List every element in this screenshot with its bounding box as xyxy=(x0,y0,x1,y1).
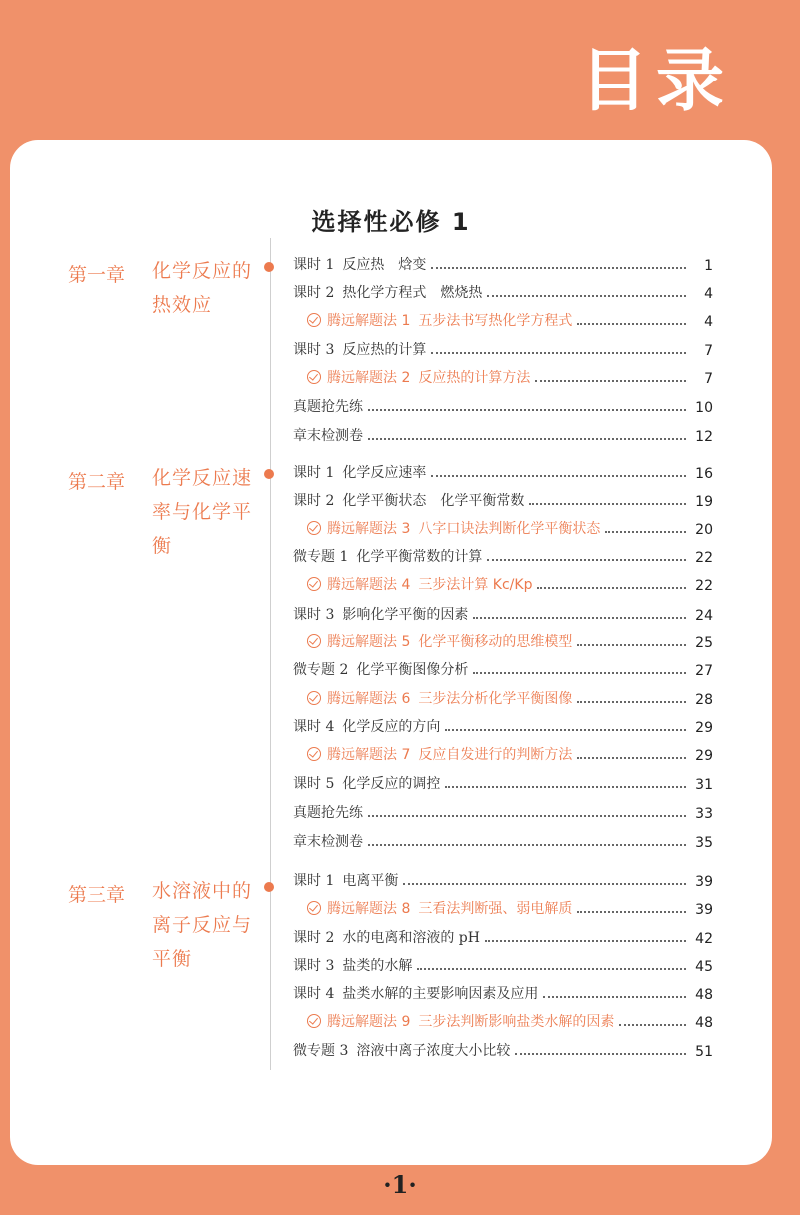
entry-page: 45 xyxy=(695,959,713,975)
bullet-icon xyxy=(264,262,274,272)
entry-label: 课时 2 xyxy=(293,285,335,301)
entry-text: 三步法判断影响盐类水解的因素 xyxy=(418,1014,615,1030)
check-circle-icon xyxy=(307,691,321,705)
entry-label: 课时 4 xyxy=(293,986,335,1002)
entry-text: 五步法书写热化学方程式 xyxy=(418,313,573,329)
entry-label: 课时 3 xyxy=(293,607,335,623)
entry-page: 48 xyxy=(695,1015,713,1031)
entry-text: 三步法计算 Kc/Kp xyxy=(418,577,533,593)
entry-text: 化学平衡常数的计算 xyxy=(356,549,483,565)
entry-label: 腾远解题法 8 xyxy=(327,901,411,917)
entry-label: 腾远解题法 1 xyxy=(327,313,411,329)
entry-page: 35 xyxy=(695,835,713,851)
page-title: 目录 xyxy=(579,42,732,121)
entry-label: 章末检测卷 xyxy=(293,428,363,444)
entry-label: 真题抢先练 xyxy=(293,399,363,415)
dot-leader xyxy=(473,671,686,674)
dot-leader xyxy=(577,910,686,913)
dot-leader xyxy=(445,728,686,731)
toc-entry-method[interactable] xyxy=(293,686,713,708)
chapter-title: 化学反应速率与化学平衡 xyxy=(152,467,253,557)
entry-text: 三看法判断强、弱电解质 xyxy=(418,901,573,917)
toc-entry[interactable] xyxy=(293,981,713,1003)
toc-entry[interactable] xyxy=(293,868,713,890)
entry-page: 22 xyxy=(695,578,713,594)
entry-label: 腾远解题法 2 xyxy=(327,370,411,386)
dot-leader xyxy=(619,1023,686,1026)
dot-leader xyxy=(368,408,686,411)
entry-label: 课时 3 xyxy=(293,342,335,358)
toc-entry[interactable] xyxy=(293,1038,713,1060)
chapter-number: 第三章 xyxy=(68,884,126,906)
toc-entry[interactable] xyxy=(293,280,713,302)
toc-entry[interactable] xyxy=(293,337,713,359)
dot-leader xyxy=(537,586,686,589)
bullet-icon xyxy=(264,882,274,892)
entry-text: 反应热的计算 xyxy=(342,342,427,358)
toc-entry[interactable] xyxy=(293,252,713,274)
entry-page: 4 xyxy=(704,314,713,330)
toc-entry[interactable] xyxy=(293,829,713,851)
bullet-icon xyxy=(264,469,274,479)
toc-entry[interactable] xyxy=(293,423,713,445)
check-circle-icon xyxy=(307,1014,321,1028)
dot-leader xyxy=(368,814,686,817)
entry-label: 课时 1 xyxy=(293,257,335,273)
entry-page: 31 xyxy=(695,777,713,793)
entry-page: 1 xyxy=(704,258,713,274)
toc-entry[interactable] xyxy=(293,771,713,793)
entry-label: 腾远解题法 3 xyxy=(327,521,411,537)
entry-text: 反应自发进行的判断方法 xyxy=(418,747,573,763)
entry-label: 腾远解题法 4 xyxy=(327,577,411,593)
toc-entry[interactable] xyxy=(293,544,713,566)
check-circle-icon xyxy=(307,901,321,915)
toc-entry-method[interactable] xyxy=(293,629,713,651)
entry-text: 影响化学平衡的因素 xyxy=(342,607,469,623)
toc-entry-method[interactable] xyxy=(293,365,713,387)
chapter-number: 第一章 xyxy=(68,264,126,286)
entry-label: 腾远解题法 6 xyxy=(327,691,411,707)
toc-entry[interactable] xyxy=(293,925,713,947)
dot-leader xyxy=(485,939,686,942)
toc-entry-method[interactable] xyxy=(293,896,713,918)
dot-leader xyxy=(577,700,686,703)
dot-leader xyxy=(577,322,686,325)
entry-label: 课时 1 xyxy=(293,465,335,481)
entry-page: 22 xyxy=(695,550,713,566)
toc-entry[interactable] xyxy=(293,488,713,510)
toc-entry-method[interactable] xyxy=(293,308,713,330)
dot-leader xyxy=(529,502,686,505)
toc-card xyxy=(10,140,772,1165)
toc-entry[interactable] xyxy=(293,953,713,975)
entry-label: 课时 4 xyxy=(293,719,335,735)
entry-text: 反应热的计算方法 xyxy=(418,370,531,386)
entry-text: 化学反应的方向 xyxy=(342,719,441,735)
entry-page: 7 xyxy=(704,343,713,359)
chapter-number: 第二章 xyxy=(68,471,126,493)
toc-entry-method[interactable] xyxy=(293,572,713,594)
entry-page: 51 xyxy=(695,1044,713,1060)
dot-leader xyxy=(473,616,686,619)
entry-text: 化学反应速率 xyxy=(342,465,427,481)
dot-leader xyxy=(543,995,686,998)
entry-label: 微专题 3 xyxy=(293,1043,349,1059)
entry-page: 39 xyxy=(695,874,713,890)
entry-page: 25 xyxy=(695,635,713,651)
entry-text: 三步法分析化学平衡图像 xyxy=(418,691,573,707)
entry-label: 章末检测卷 xyxy=(293,834,363,850)
entry-page: 24 xyxy=(695,608,713,624)
dot-leader xyxy=(577,643,686,646)
check-circle-icon xyxy=(307,634,321,648)
toc-entry[interactable] xyxy=(293,602,713,624)
toc-entry[interactable] xyxy=(293,394,713,416)
check-circle-icon xyxy=(307,313,321,327)
entry-label: 腾远解题法 7 xyxy=(327,747,411,763)
dot-leader xyxy=(431,266,686,269)
toc-entry-method[interactable] xyxy=(293,742,713,764)
dot-leader xyxy=(368,437,686,440)
check-circle-icon xyxy=(307,747,321,761)
entry-page: 7 xyxy=(704,371,713,387)
entry-text: 化学平衡状态 化学平衡常数 xyxy=(342,493,525,509)
dot-leader xyxy=(487,558,686,561)
entry-page: 29 xyxy=(695,748,713,764)
dot-leader xyxy=(368,843,686,846)
divider xyxy=(270,238,271,1070)
entry-text: 化学平衡移动的思维模型 xyxy=(418,634,573,650)
section-title: 选择性必修 1 xyxy=(311,208,471,236)
entry-label: 腾远解题法 5 xyxy=(327,634,411,650)
entry-text: 化学反应的调控 xyxy=(342,776,441,792)
entry-text: 盐类的水解 xyxy=(342,958,413,974)
dot-leader xyxy=(417,967,686,970)
dot-leader xyxy=(403,882,686,885)
entry-page: 27 xyxy=(695,663,713,679)
entry-page: 10 xyxy=(695,400,713,416)
entry-page: 12 xyxy=(695,429,713,445)
entry-label: 课时 1 xyxy=(293,873,335,889)
entry-text: 水的电离和溶液的 pH xyxy=(342,930,480,946)
toc-entry-method[interactable] xyxy=(293,1009,713,1031)
entry-text: 八字口诀法判断化学平衡状态 xyxy=(418,521,601,537)
dot-leader xyxy=(605,530,686,533)
chapter-title: 化学反应的热效应 xyxy=(152,260,253,316)
check-circle-icon xyxy=(307,577,321,591)
dot-leader xyxy=(431,474,686,477)
entry-text: 热化学方程式 燃烧热 xyxy=(342,285,483,301)
check-circle-icon xyxy=(307,370,321,384)
entry-page: 39 xyxy=(695,902,713,918)
toc-entry[interactable] xyxy=(293,800,713,822)
entry-label: 课时 2 xyxy=(293,493,335,509)
entry-page: 42 xyxy=(695,931,713,947)
check-circle-icon xyxy=(307,521,321,535)
entry-label: 课时 5 xyxy=(293,776,335,792)
entry-label: 微专题 2 xyxy=(293,662,349,678)
entry-page: 29 xyxy=(695,720,713,736)
toc-entry-method[interactable] xyxy=(293,516,713,538)
toc-entry[interactable] xyxy=(293,714,713,736)
entry-page: 4 xyxy=(704,286,713,302)
entry-page: 19 xyxy=(695,494,713,510)
entry-page: 20 xyxy=(695,522,713,538)
entry-text: 反应热 焓变 xyxy=(342,257,427,273)
dot-leader xyxy=(515,1052,686,1055)
dot-leader xyxy=(445,785,686,788)
toc-entry[interactable] xyxy=(293,657,713,679)
chapter-title: 水溶液中的离子反应与平衡 xyxy=(152,880,253,970)
entry-page: 16 xyxy=(695,466,713,482)
entry-page: 48 xyxy=(695,987,713,1003)
dot-leader xyxy=(431,351,686,354)
entry-label: 真题抢先练 xyxy=(293,805,363,821)
entry-label: 腾远解题法 9 xyxy=(327,1014,411,1030)
page-number: ·1· xyxy=(383,1170,417,1199)
entry-page: 33 xyxy=(695,806,713,822)
entry-text: 电离平衡 xyxy=(342,873,399,889)
entry-text: 化学平衡图像分析 xyxy=(356,662,469,678)
entry-label: 课时 2 xyxy=(293,930,335,946)
entry-text: 溶液中离子浓度大小比较 xyxy=(356,1043,511,1059)
dot-leader xyxy=(487,294,686,297)
toc-entry[interactable] xyxy=(293,460,713,482)
entry-page: 28 xyxy=(695,692,713,708)
entry-label: 课时 3 xyxy=(293,958,335,974)
entry-label: 微专题 1 xyxy=(293,549,349,565)
entry-text: 盐类水解的主要影响因素及应用 xyxy=(342,986,539,1002)
dot-leader xyxy=(535,379,686,382)
dot-leader xyxy=(577,756,686,759)
